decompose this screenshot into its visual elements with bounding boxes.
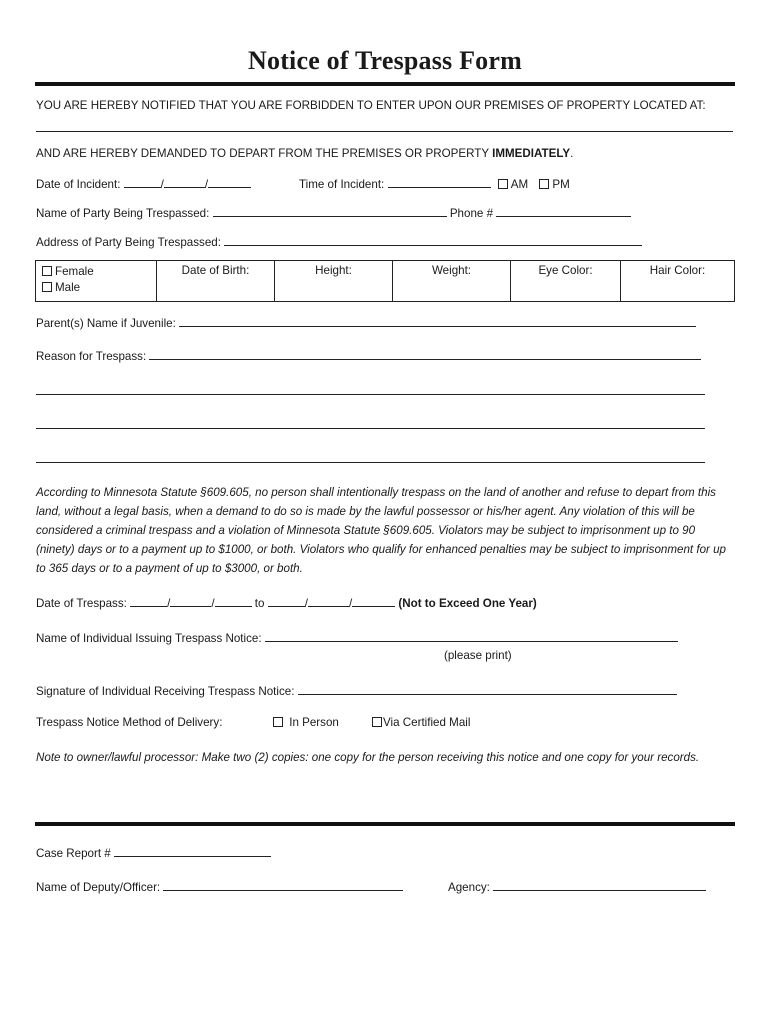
reason-line-3[interactable] [36,422,705,429]
issuer-row [36,630,678,645]
demand-text: AND ARE HEREBY DEMANDED TO DEPART FROM THE PREMISES OR PROPERTY [36,147,489,160]
reason-row [36,348,701,363]
in-person-option [273,716,339,729]
certified-mail-option [372,716,470,729]
date-of-trespass-row: Date of Trespass: / / to / / (Not to Exceed One Year) [36,597,537,610]
dob-label: Date of Birth: [181,264,250,277]
hair-color-label: Hair Color: [649,264,706,277]
in-person-checkbox[interactable] [273,717,283,727]
owner-note: Note to owner/lawful processor: Make two (2) copies: one copy for the person receiving this notice and one copy for your records. [36,751,700,764]
phone-field[interactable] [496,205,631,217]
female-checkbox[interactable] [42,266,52,276]
weight-cell[interactable] [393,261,511,302]
case-report-field[interactable] [114,845,271,857]
form-title: Notice of Trespass Form [248,46,522,75]
not-exceed-note: (Not to Exceed One Year) [398,597,537,610]
date-of-trespass-label: Date of Trespass: [36,597,127,610]
parents-field[interactable] [179,315,696,327]
reason-label: Reason for Trespass: [36,350,147,363]
hair-color-cell[interactable] [621,261,735,302]
agency-label: Agency: [448,881,490,894]
parents-row [36,315,696,330]
time-of-incident-row [299,176,570,191]
sex-cell [36,261,157,302]
trespass-end-day-field[interactable] [308,595,349,607]
property-location-field[interactable] [36,124,733,132]
eye-color-cell[interactable] [511,261,621,302]
address-field[interactable] [224,234,642,246]
deputy-name-field[interactable] [163,879,403,891]
date-of-incident-label: Date of Incident: [36,178,121,191]
phone-label: Phone # [449,207,494,220]
case-report-row [36,845,271,860]
description-table [35,260,735,302]
reason-field[interactable] [149,348,701,360]
section-divider [35,822,735,826]
male-label: Male [55,281,81,294]
pm-label: PM [552,178,570,191]
pm-checkbox[interactable] [539,179,549,189]
reason-line-4[interactable] [36,456,705,463]
height-label: Height: [315,264,352,277]
party-name-label: Name of Party Being Trespassed: [36,207,210,220]
trespass-start-day-field[interactable] [170,595,211,607]
male-checkbox[interactable] [42,282,52,292]
demand-emphasis: IMMEDIATELY [492,147,571,160]
signature-field[interactable] [298,683,677,695]
female-label: Female [55,265,94,278]
weight-label: Weight: [431,264,472,277]
notice-line: YOU ARE HEREBY NOTIFIED THAT YOU ARE FORBIDDEN TO ENTER UPON OUR PREMISES OF PROPERTY LOCATED AT: [36,99,706,112]
reason-line-2[interactable] [36,388,705,395]
trespass-start-month-field[interactable] [130,595,167,607]
incident-day-field[interactable] [164,176,205,188]
issuer-label: Name of Individual Issuing Trespass Notice: [36,632,262,645]
agency-field[interactable] [493,879,706,891]
parents-label: Parent(s) Name if Juvenile: [36,317,176,330]
date-of-incident-row: Date of Incident: / / [36,176,251,191]
party-name-row [36,205,631,220]
am-label: AM [510,178,529,191]
signature-label: Signature of Individual Receiving Trespass Notice: [36,685,295,698]
height-cell[interactable] [275,261,393,302]
time-of-incident-label: Time of Incident: [299,178,385,191]
certified-mail-label: Via Certified Mail [383,716,471,729]
address-row [36,234,642,249]
deputy-row [36,879,403,894]
statute-paragraph: According to Minnesota Statute §609.605, no person shall intentionally trespass on the land of another and refuse to depart from this land, without a legal basis, when a demand to do so is made by the lawful possessor or his/her agent. Any violation of this will be considered a criminal trespass and a violation of Minnesota Statute §609.605. Violators may be subject to imprisonment up to 90 (ninety) days or to a payment up to $1000, or both. Violators who qualify for enhanced penalties may be subject to imprisonment for up to 365 days or to a payment of up to $3000, or both. [36,486,727,575]
certified-mail-checkbox[interactable] [372,717,382,727]
title-divider [35,82,735,86]
agency-row [448,879,706,894]
address-label: Address of Party Being Trespassed: [36,236,221,249]
issuer-name-field[interactable] [265,630,678,642]
trespass-start-year-field[interactable] [215,595,252,607]
delivery-label: Trespass Notice Method of Delivery: [36,716,223,729]
deputy-label: Name of Deputy/Officer: [36,881,161,894]
eye-color-label: Eye Color: [538,264,593,277]
trespass-end-year-field[interactable] [352,595,395,607]
incident-year-field[interactable] [208,176,251,188]
signature-row [36,683,677,698]
demand-end: . [570,147,574,160]
party-name-field[interactable] [213,205,447,217]
incident-month-field[interactable] [124,176,161,188]
trespass-end-month-field[interactable] [268,595,305,607]
to-label: to [254,597,265,610]
am-checkbox[interactable] [498,179,508,189]
case-report-label: Case Report # [36,847,111,860]
dob-cell[interactable] [157,261,275,302]
incident-time-field[interactable] [388,176,491,188]
in-person-label: In Person [289,716,339,729]
demand-line [36,147,573,160]
please-print-note: (please print) [444,649,512,662]
